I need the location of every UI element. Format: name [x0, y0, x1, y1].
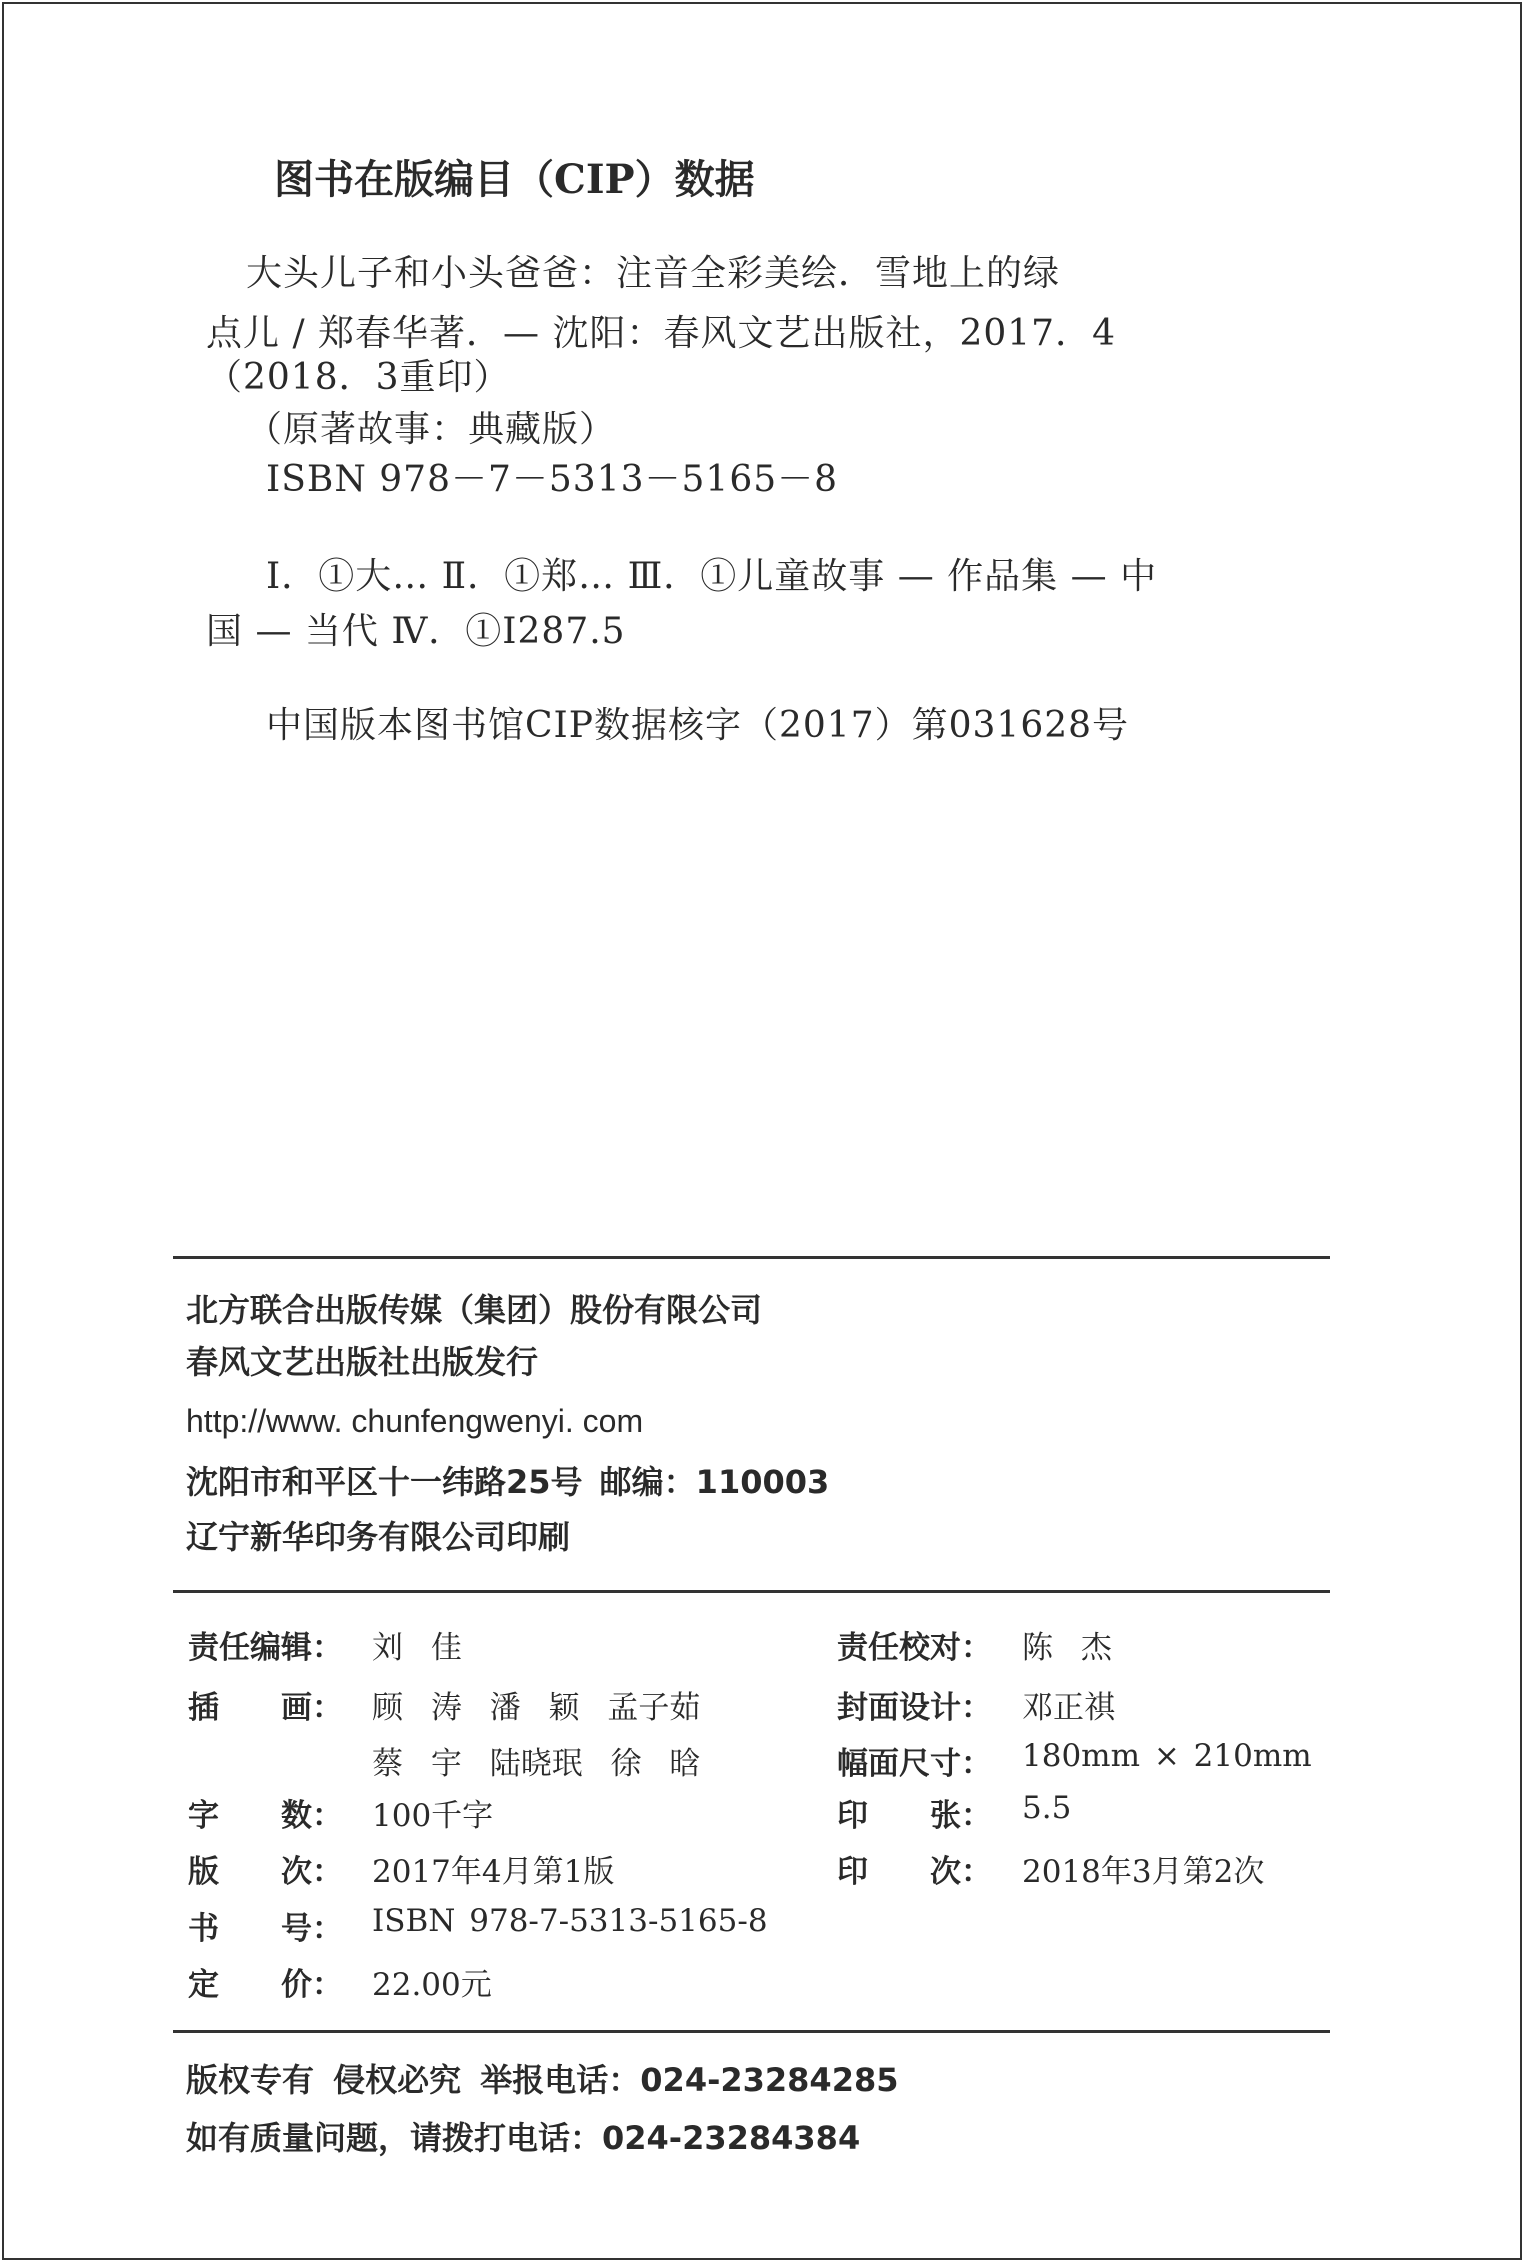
divider [173, 1256, 1330, 1259]
publisher-address: 沈阳市和平区十一纬路25号 邮编：110003 [186, 1463, 830, 1501]
cip-line: 点儿 / 郑春华著．— 沈阳：春风文艺出版社，2017．4 [206, 313, 1116, 354]
printer-line: 辽宁新华印务有限公司印刷 [186, 1518, 571, 1556]
cip-line: （原著故事：典藏版） [246, 409, 617, 450]
cip-line: 大头儿子和小头爸爸：注音全彩美绘．雪地上的绿 [246, 253, 1061, 294]
cip-record-number: 中国版本图书馆CIP数据核字（2017）第031628号 [266, 705, 1130, 746]
publisher-line: 春风文艺出版社出版发行 [186, 1343, 539, 1381]
cip-line: （2018．3重印） [206, 357, 511, 398]
divider [173, 2030, 1330, 2033]
quality-hotline: 如有质量问题，请拨打电话：024-23284384 [186, 2119, 861, 2157]
publisher-url: http://www. chunfengwenyi. com [186, 1403, 644, 1439]
publisher-line: 北方联合出版传媒（集团）股份有限公司 [186, 1291, 763, 1329]
divider [173, 1590, 1330, 1593]
cip-classification: 国 — 当代 Ⅳ．①I287.5 [206, 611, 626, 652]
cip-heading: 图书在版编目（CIP）数据 [274, 156, 755, 203]
copyright-line: 版权专有 侵权必究 举报电话：024-23284285 [186, 2061, 899, 2099]
cip-isbn: ISBN 978－7－5313－5165－8 [266, 459, 839, 500]
cip-classification: Ⅰ．①大… Ⅱ．①郑… Ⅲ．①儿童故事 — 作品集 — 中 [266, 556, 1158, 597]
